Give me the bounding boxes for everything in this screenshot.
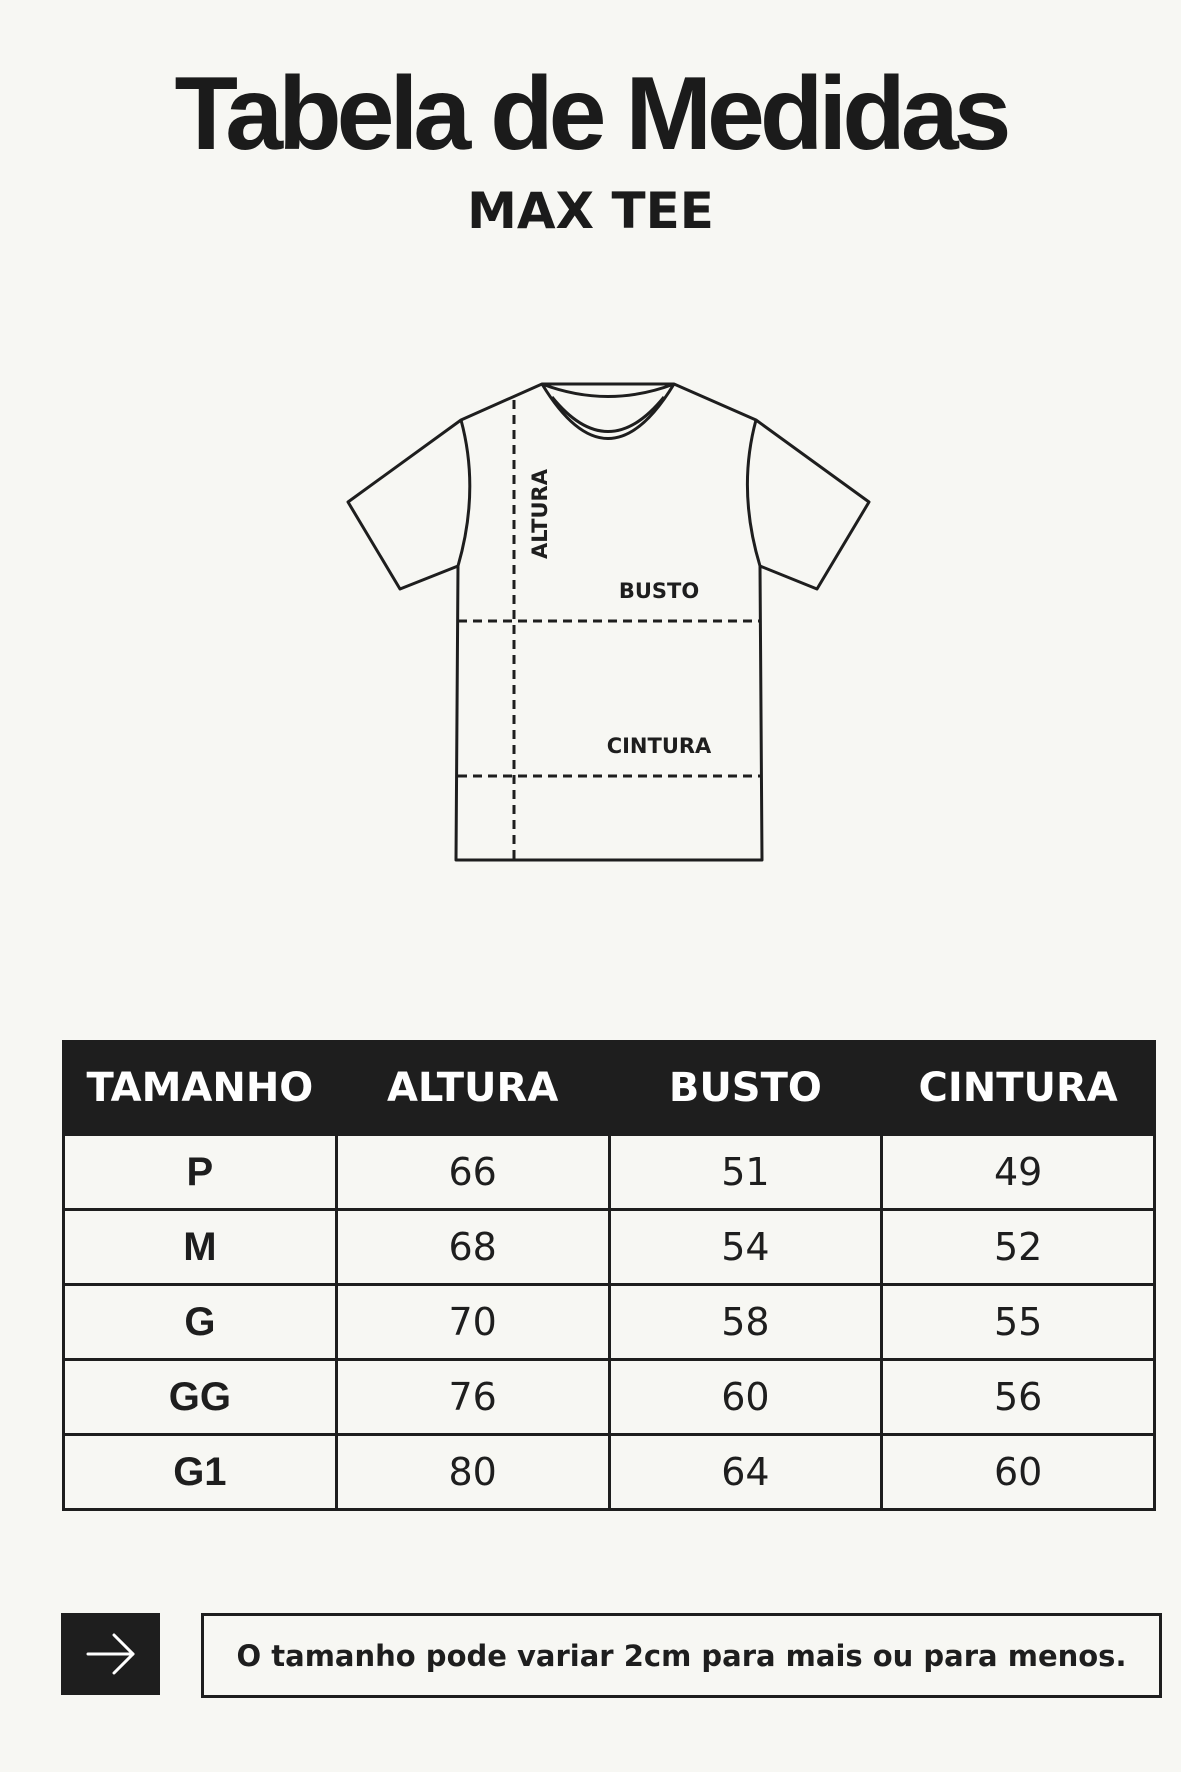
column-header-tamanho: TAMANHO (64, 1042, 337, 1135)
cintura-cell: 49 (882, 1135, 1155, 1210)
cintura-cell: 55 (882, 1285, 1155, 1360)
table-row (64, 1435, 1155, 1510)
column-header-cintura: CINTURA (882, 1042, 1155, 1135)
table-row (64, 1135, 1155, 1210)
busto-cell: 54 (609, 1210, 882, 1285)
altura-cell: 68 (336, 1210, 609, 1285)
table-row (64, 1360, 1155, 1435)
busto-cell: 58 (609, 1285, 882, 1360)
table-row (64, 1210, 1155, 1285)
arrow-right-icon (61, 1613, 160, 1695)
size-cell: G (64, 1285, 337, 1360)
altura-cell: 66 (336, 1135, 609, 1210)
page-title: Tabela de Medidas (174, 56, 1007, 172)
table-row (64, 1285, 1155, 1360)
busto-cell: 60 (609, 1360, 882, 1435)
busto-label: BUSTO (618, 579, 700, 603)
cintura-cell: 56 (882, 1360, 1155, 1435)
table-header-row (64, 1042, 1155, 1135)
column-header-busto: BUSTO (609, 1042, 882, 1135)
note-text: O tamanho pode variar 2cm para mais ou para menos. (236, 1638, 1127, 1673)
collar-inner (552, 397, 664, 432)
size-cell: G1 (64, 1435, 337, 1510)
product-name: MAX TEE (467, 182, 714, 240)
altura-cell: 70 (336, 1285, 609, 1360)
size-cell: M (64, 1210, 337, 1285)
size-table (62, 1040, 1156, 1511)
size-cell: GG (64, 1360, 337, 1435)
left-armhole (458, 420, 470, 566)
cintura-cell: 52 (882, 1210, 1155, 1285)
cintura-label: CINTURA (606, 734, 712, 758)
collar-back (542, 384, 674, 397)
right-armhole (747, 420, 760, 566)
altura-cell: 80 (336, 1435, 609, 1510)
altura-cell: 76 (336, 1360, 609, 1435)
busto-cell: 64 (609, 1435, 882, 1510)
altura-label: ALTURA (528, 469, 552, 559)
size-variation-note (201, 1613, 1162, 1698)
cintura-cell: 60 (882, 1435, 1155, 1510)
busto-cell: 51 (609, 1135, 882, 1210)
arrow-badge (61, 1613, 160, 1695)
size-cell: P (64, 1135, 337, 1210)
column-header-altura: ALTURA (336, 1042, 609, 1135)
